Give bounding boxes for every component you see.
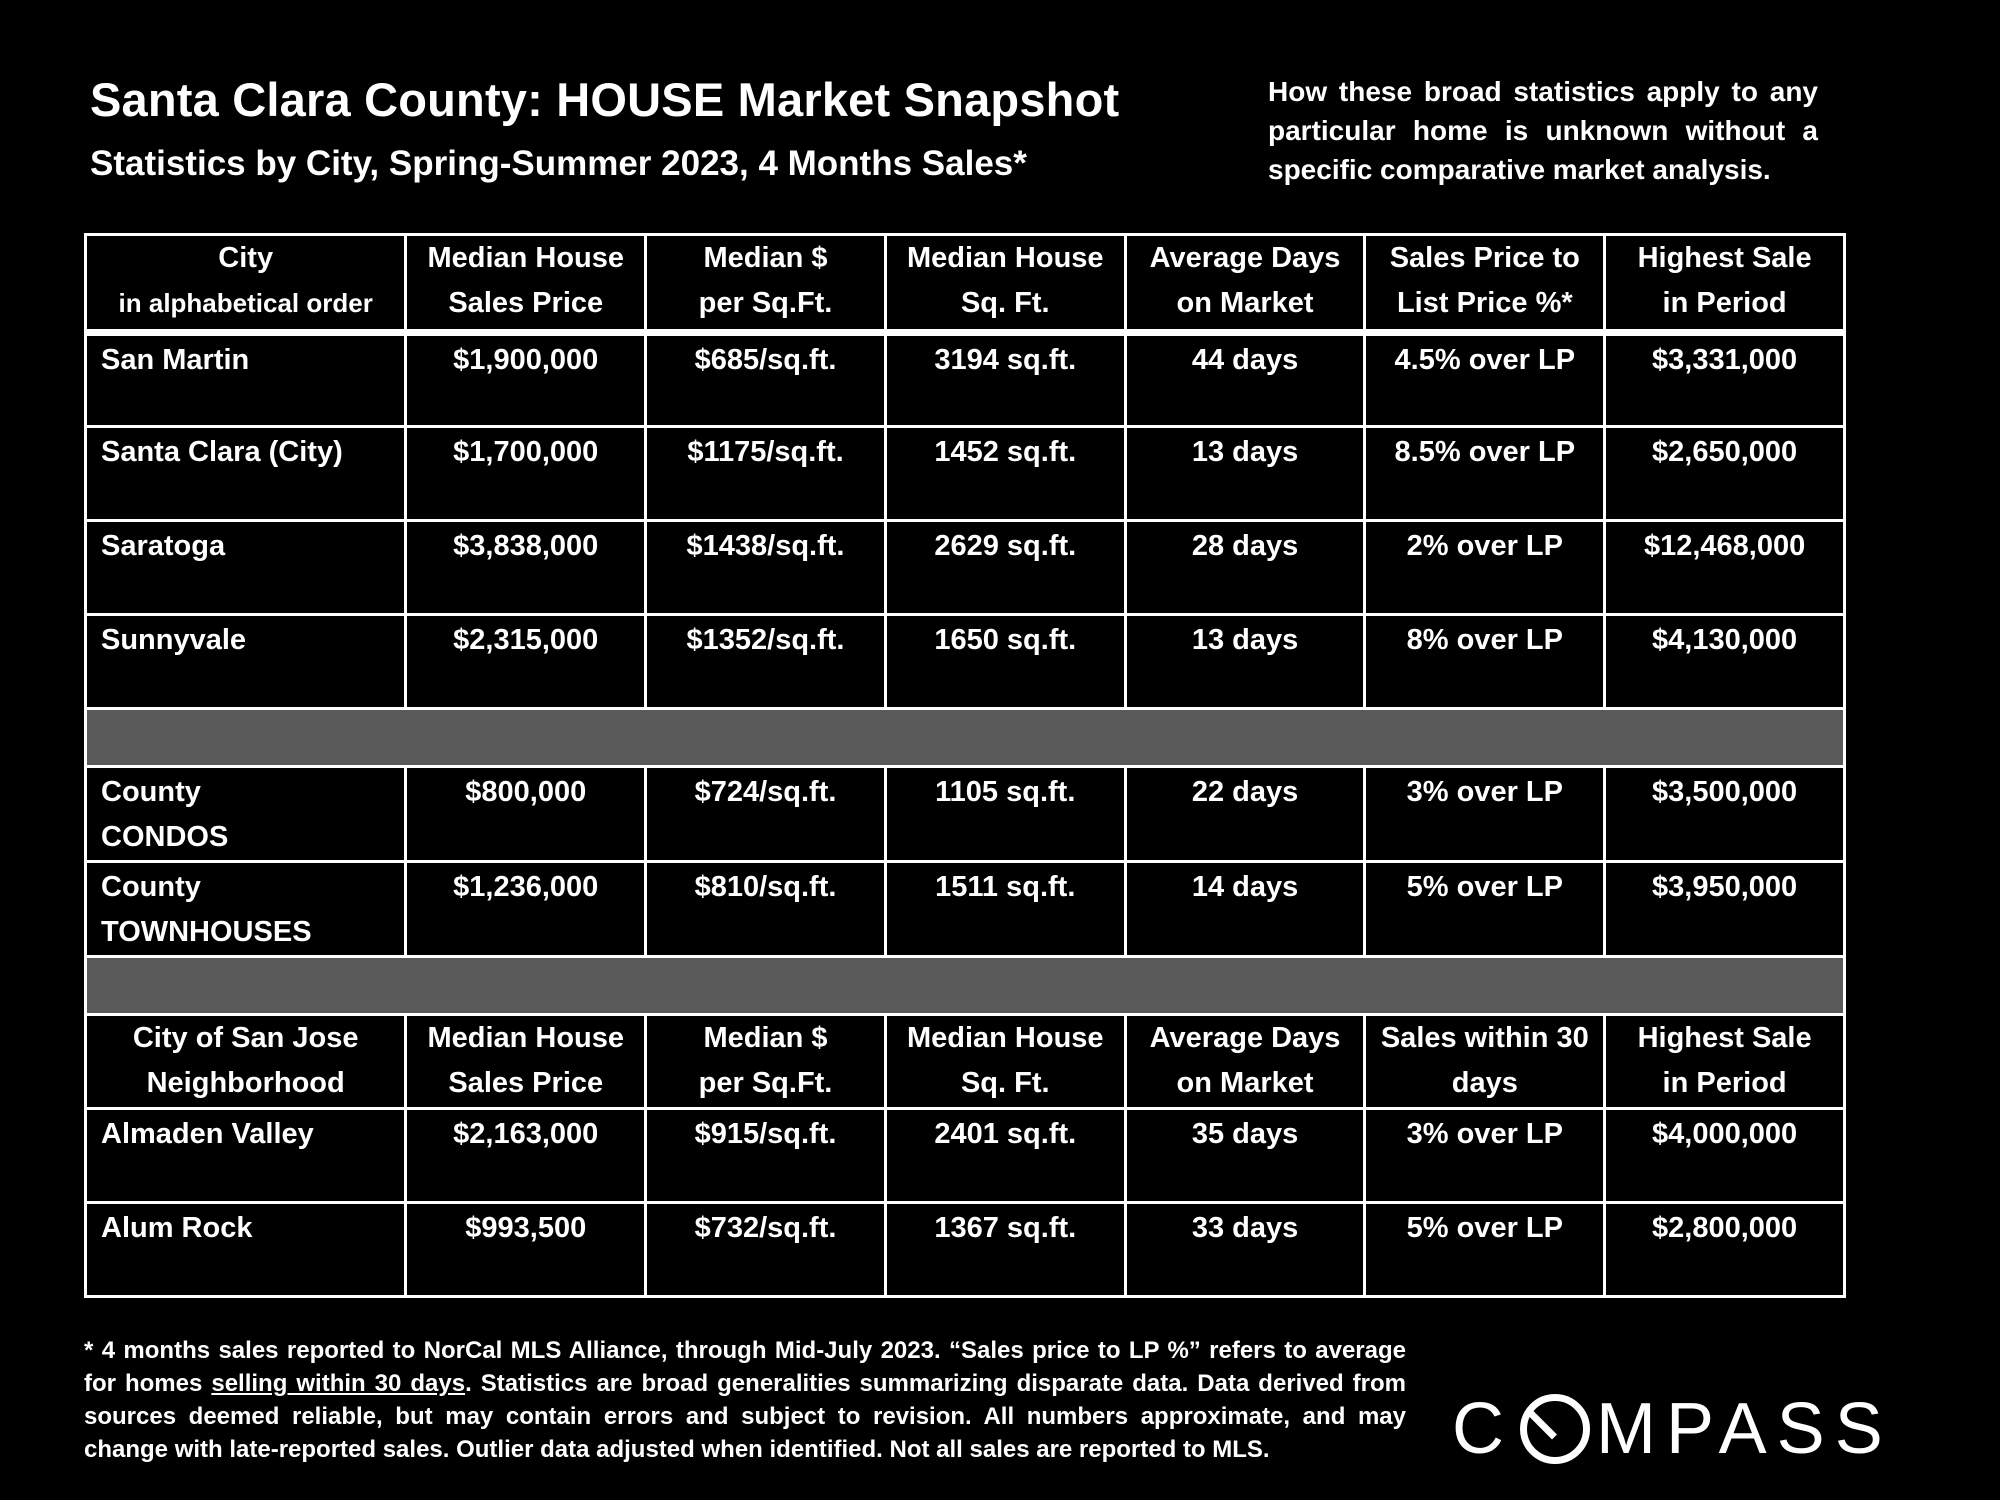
median-sqft: 1105 sq.ft. [885,767,1125,862]
header-avg-days: Average Days on Market [1125,235,1365,333]
city-name: Santa Clara (City) [86,427,406,521]
highest-sale: $3,950,000 [1605,862,1845,957]
sp-lp: 2% over LP [1365,521,1605,615]
median-price: $1,236,000 [406,862,646,957]
avg-days: 33 days [1125,1203,1365,1297]
header-median-sqft: Median House Sq. Ft. [885,235,1125,333]
city-name: Sunnyvale [86,615,406,709]
median-price: $2,163,000 [406,1109,646,1203]
median-price: $993,500 [406,1203,646,1297]
neighborhood-name: Alum Rock [86,1203,406,1297]
sp-lp: 4.5% over LP [1365,333,1605,427]
median-price: $800,000 [406,767,646,862]
page-title: Santa Clara County: HOUSE Market Snapshot [90,73,1120,126]
highest-sale: $4,000,000 [1605,1109,1845,1203]
market-snapshot-table [84,233,1846,1298]
avg-days: 13 days [1125,615,1365,709]
sp-lp: 8.5% over LP [1365,427,1605,521]
median-ppsf: $724/sq.ft. [646,767,886,862]
median-sqft: 1650 sq.ft. [885,615,1125,709]
highest-sale: $3,331,000 [1605,333,1845,427]
median-ppsf: $1352/sq.ft. [646,615,886,709]
page-subtitle: Statistics by City, Spring-Summer 2023, 4 Months Sales* [90,144,1027,183]
table-row [86,427,1845,521]
table-header-row [86,235,1845,333]
footnote-underlined: selling within 30 days [211,1370,466,1397]
avg-days: 35 days [1125,1109,1365,1203]
median-ppsf: $810/sq.ft. [646,862,886,957]
divider-cell [86,709,1845,767]
avg-days: 28 days [1125,521,1365,615]
footnote-text-2: . Statistics are broad generalities summarizing disparate data. Data derived from sources deemed reliable, but may contain errors and subject to revision. All numbers approximate, and may change with late-reported sales. Outlier data adjusted when identified. Not all sales are reported to MLS. [84,1370,1406,1463]
header-sp-lp: Sales Price to List Price %* [1365,235,1605,333]
median-sqft: 1511 sq.ft. [885,862,1125,957]
table-row [86,767,1845,862]
header-sales-30-days: Sales within 30 days [1365,1015,1605,1109]
avg-days: 13 days [1125,427,1365,521]
footnote [84,1334,1406,1466]
city-name: San Martin [86,333,406,427]
median-sqft: 1367 sq.ft. [885,1203,1125,1297]
median-price: $3,838,000 [406,521,646,615]
median-ppsf: $732/sq.ft. [646,1203,886,1297]
neighborhood-name: Almaden Valley [86,1109,406,1203]
footnote-text-1: * 4 months sales reported to NorCal MLS Alliance, through Mid-July 2023. “Sales price to LP %” refers to average for homes [84,1337,1406,1397]
median-sqft: 2629 sq.ft. [885,521,1125,615]
county-type: County TOWNHOUSES [86,862,406,957]
header-median-price: Median House Sales Price [406,1015,646,1109]
avg-days: 44 days [1125,333,1365,427]
header-median-ppsf: Median $ per Sq.Ft. [646,235,886,333]
section-divider [86,957,1845,1015]
disclaimer-note: How these broad statistics apply to any particular home is unknown without a specific comparative market analysis. [1268,76,1818,185]
sales-30-days: 5% over LP [1365,1203,1605,1297]
highest-sale: $2,800,000 [1605,1203,1845,1297]
highest-sale: $12,468,000 [1605,521,1845,615]
highest-sale: $4,130,000 [1605,615,1845,709]
header-city-label: City [218,242,274,274]
median-ppsf: $1438/sq.ft. [646,521,886,615]
header-highest-sale: Highest Sale in Period [1605,1015,1845,1109]
table-header-row [86,1015,1845,1109]
avg-days: 14 days [1125,862,1365,957]
county-type: County CONDOS [86,767,406,862]
table-row [86,1203,1845,1297]
median-ppsf: $915/sq.ft. [646,1109,886,1203]
median-price: $1,700,000 [406,427,646,521]
median-price: $1,900,000 [406,333,646,427]
median-sqft: 3194 sq.ft. [885,333,1125,427]
highest-sale: $2,650,000 [1605,427,1845,521]
table-row [86,1109,1845,1203]
table-row [86,615,1845,709]
header-median-price: Median House Sales Price [406,235,646,333]
median-price: $2,315,000 [406,615,646,709]
compass-o-icon [1520,1394,1590,1464]
median-sqft: 1452 sq.ft. [885,427,1125,521]
table-row [86,333,1845,427]
sp-lp: 5% over LP [1365,862,1605,957]
table-row [86,521,1845,615]
header-avg-days: Average Days on Market [1125,1015,1365,1109]
sales-30-days: 3% over LP [1365,1109,1605,1203]
header-median-sqft: Median House Sq. Ft. [885,1015,1125,1109]
table-row [86,862,1845,957]
header-highest-sale: Highest Sale in Period [1605,235,1845,333]
divider-cell [86,957,1845,1015]
header-city-sublabel: in alphabetical order [118,288,373,318]
median-sqft: 2401 sq.ft. [885,1109,1125,1203]
avg-days: 22 days [1125,767,1365,862]
median-ppsf: $1175/sq.ft. [646,427,886,521]
sp-lp: 3% over LP [1365,767,1605,862]
highest-sale: $3,500,000 [1605,767,1845,862]
header-neighborhood: City of San Jose Neighborhood [86,1015,406,1109]
header-city [86,235,406,333]
header-median-ppsf: Median $ per Sq.Ft. [646,1015,886,1109]
sp-lp: 8% over LP [1365,615,1605,709]
section-divider [86,709,1845,767]
median-ppsf: $685/sq.ft. [646,333,886,427]
city-name: Saratoga [86,521,406,615]
compass-logo: C MPASS [1452,1389,1893,1469]
